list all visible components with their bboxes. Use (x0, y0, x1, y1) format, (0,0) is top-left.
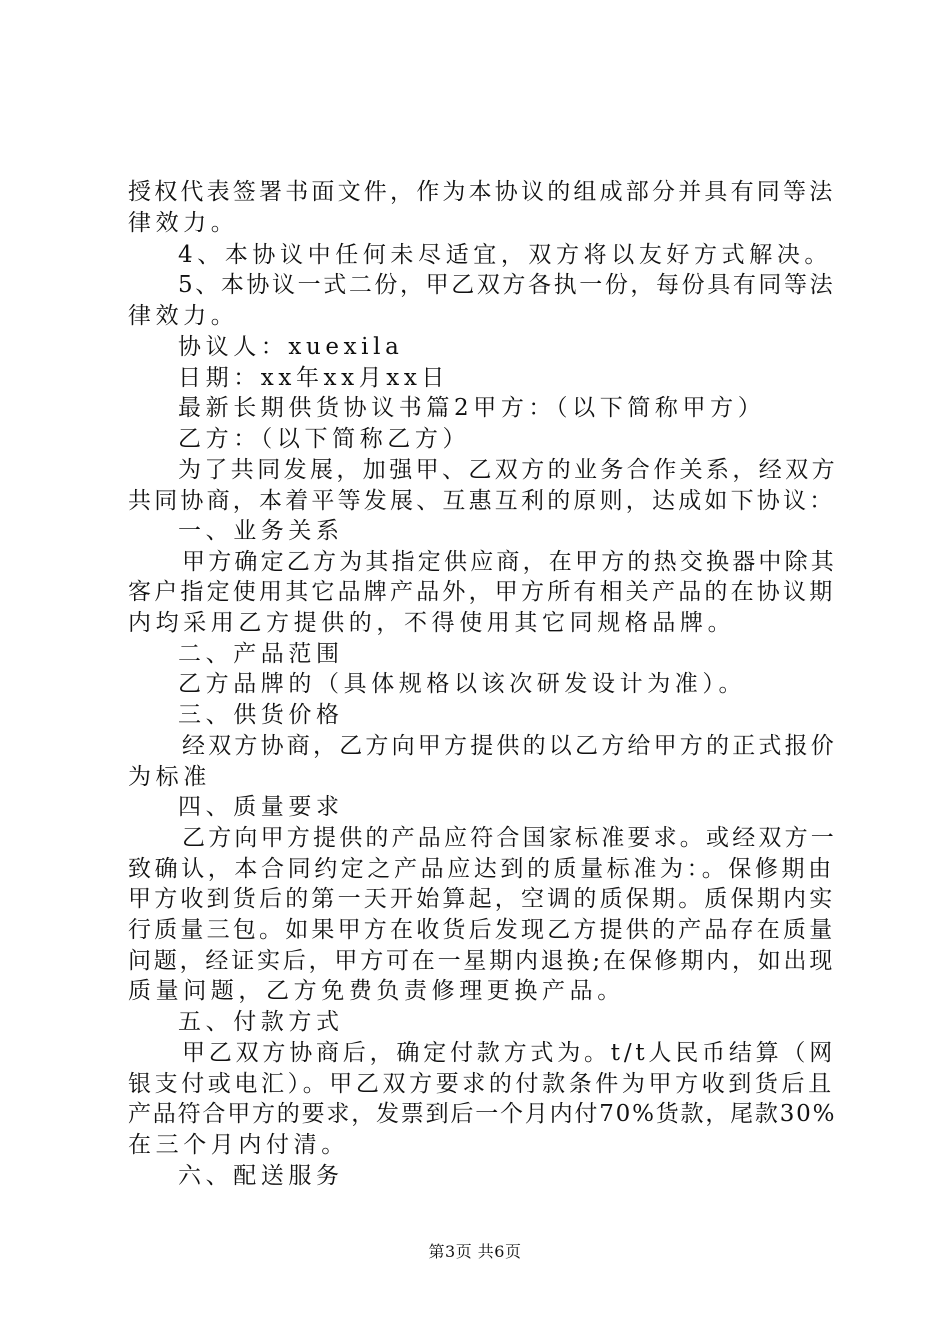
body-text-line: 产品符合甲方的要求，发票到后一个月内付70%货款，尾款30% (128, 1101, 837, 1127)
body-text-line: 银支付或电汇）。甲乙双方要求的付款条件为甲方收到货后且 (128, 1071, 835, 1097)
body-text-line: 甲乙双方协商后，确定付款方式为。t/t人民币结算（网 (182, 1040, 837, 1066)
body-text-line: 经双方协商，乙方向甲方提供的以乙方给甲方的正式报价 (182, 733, 837, 759)
body-text-line: 在三个月内付清。 (128, 1132, 349, 1158)
body-text-line: 甲方确定乙方为其指定供应商，在甲方的热交换器中除其 (182, 549, 837, 575)
body-text-line: 行质量三包。如果甲方在收货后发现乙方提供的产品存在质量 (128, 917, 836, 943)
body-text-line: 乙方品牌的（具体规格以该次研发设计为准）。 (178, 671, 747, 697)
page-number-footer: 第3页 共6页 (428, 1242, 522, 1261)
party-line: 乙方：（以下简称乙方） (178, 426, 471, 452)
section-heading: 五、付款方式 (178, 1009, 344, 1035)
body-text-line: 乙方向甲方提供的产品应符合国家标准要求。或经双方一 (182, 825, 837, 851)
clause-item: 5、本协议一式二份，甲乙双方各执一份，每份具有同等法 (178, 272, 836, 298)
body-text-line: 客户指定使用其它品牌产品外，甲方所有相关产品的在协议期 (128, 579, 836, 605)
section-heading: 一、业务关系 (178, 518, 344, 544)
section-title: 最新长期供货协议书篇2甲方：（以下简称甲方） (178, 395, 766, 421)
body-text-line: 质量问题，乙方免费负责修理更换产品。 (128, 978, 625, 1004)
body-text-line: 内均采用乙方提供的，不得使用其它同规格品牌。 (128, 610, 736, 636)
body-text-line: 律效力。 (128, 303, 239, 329)
clause-item: 4、本协议中任何未尽适宜，双方将以友好方式解决。 (178, 242, 833, 268)
body-text-line: 致确认，本合同约定之产品应达到的质量标准为：。保修期由 (128, 856, 835, 882)
section-heading: 四、质量要求 (178, 794, 344, 820)
signatory-line: 协议人：xuexila (178, 334, 404, 360)
body-text-line: 为标准 (128, 764, 211, 790)
section-heading: 三、供货价格 (178, 702, 344, 728)
section-heading: 二、产品范围 (178, 641, 344, 667)
body-text-line: 授权代表签署书面文件，作为本协议的组成部分并具有同等法 (128, 179, 836, 205)
section-heading: 六、配送服务 (178, 1163, 344, 1189)
body-text-line: 律效力。 (128, 210, 239, 236)
body-text-line: 问题，经证实后，甲方可在一星期内退换;在保修期内，如出现 (128, 948, 836, 974)
body-text-line: 甲方收到货后的第一天开始算起，空调的质保期。质保期内实 (128, 886, 836, 912)
body-text-line: 为了共同发展，加强甲、乙双方的业务合作关系，经双方 (178, 457, 838, 483)
date-line: 日期：xx年xx月xx日 (178, 365, 450, 391)
body-text-line: 共同协商，本着平等发展、互惠互利的原则，达成如下协议： (128, 488, 836, 514)
